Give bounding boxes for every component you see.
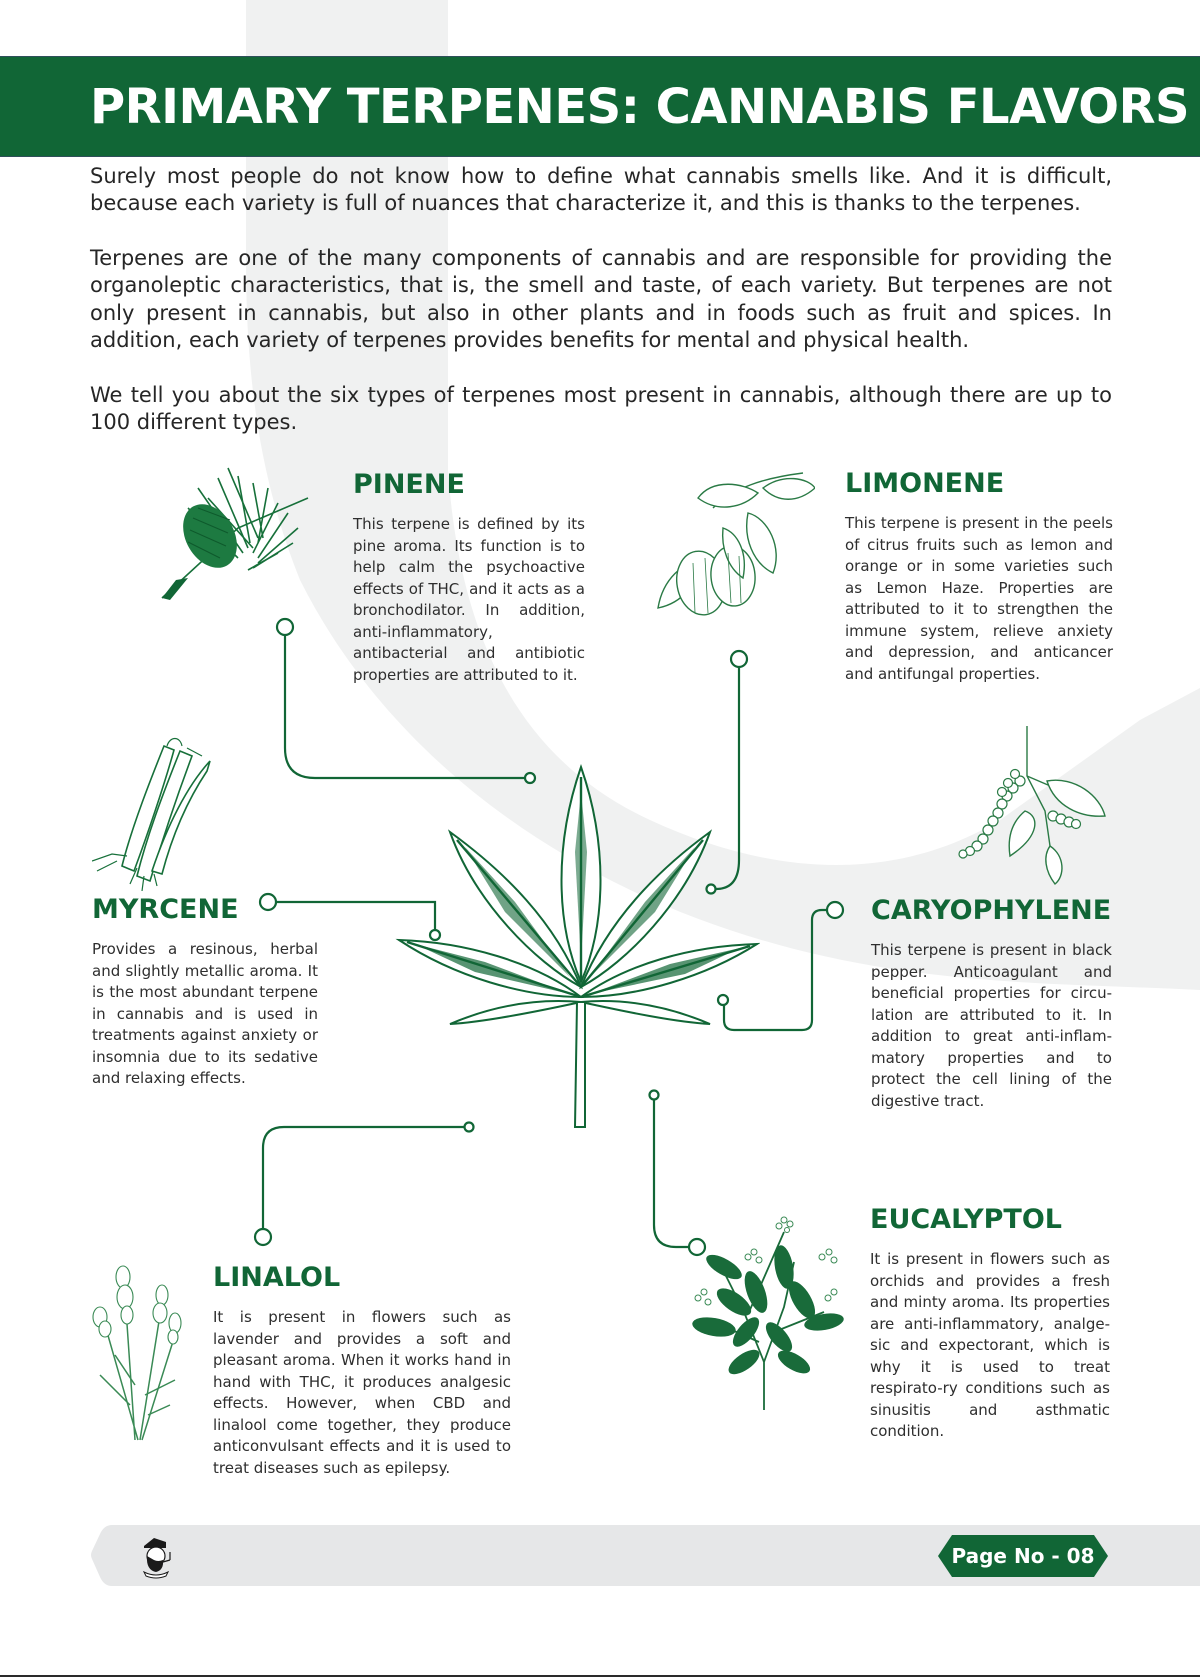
terpene-title: EUCALYPTOL bbox=[870, 1204, 1062, 1235]
lavender-icon bbox=[90, 1265, 185, 1445]
terpene-title: LIMONENE bbox=[845, 468, 1005, 499]
terpene-eucalyptol bbox=[870, 1203, 1110, 1443]
footer-band bbox=[90, 1525, 1200, 1586]
terpene-description: This terpene is defined by its pine aroma. Its function is to help calm the psychoactive effects of THC, and it acts as a bronchodilator. In addition, anti-inflammatory, antibacterial and antibiotic properties are attributed to it. bbox=[353, 515, 585, 684]
intro-text: We tell you about the six types of terpenes most present in cannabis, although there are up to 100 different types. bbox=[90, 383, 1112, 435]
pine-branch-icon bbox=[158, 458, 318, 604]
bearded-captain-logo bbox=[132, 1532, 180, 1580]
page-number: Page No - 08 bbox=[951, 1544, 1095, 1568]
page-number-badge bbox=[938, 1535, 1108, 1577]
cannabis-leaf-icon bbox=[395, 762, 760, 1130]
terpene-description: It is present in flowers such as orchids and provides a fresh and minty aroma. Its properties are anti-inflammatory, analge-sic and expectorant, which is why it is used to treat respirato-ry conditions such as sinusitis and asthmatic condition. bbox=[870, 1250, 1110, 1440]
terpene-description: Provides a resinous, herbal and slightly metallic aroma. It is the most abundant terpene in cannabis and is used in treatments against anxiety or insomnia due to its sedative and relaxing effects. bbox=[92, 940, 318, 1087]
terpene-linalol bbox=[213, 1261, 511, 1479]
title-banner bbox=[0, 56, 1200, 157]
eucalyptus-icon bbox=[684, 1212, 844, 1410]
terpene-limonene bbox=[845, 467, 1113, 685]
terpene-title: MYRCENE bbox=[92, 894, 239, 925]
intro-paragraph-2 bbox=[90, 245, 1112, 354]
terpene-caryophylene bbox=[871, 894, 1112, 1112]
terpene-myrcene bbox=[92, 893, 318, 1090]
terpene-title: LINALOL bbox=[213, 1262, 341, 1293]
black-pepper-icon bbox=[955, 726, 1110, 886]
intro-paragraph-3 bbox=[90, 382, 1112, 437]
intro-text: Surely most people do not know how to define what cannabis smells like. And it is difficult, because each variety is full of nuances that characterize it, and this is thanks to the terpenes. bbox=[90, 164, 1112, 216]
intro-paragraph-1 bbox=[90, 163, 1112, 218]
lemon-branch-icon bbox=[653, 468, 815, 623]
terpene-title: PINENE bbox=[353, 469, 465, 500]
terpene-description: This terpene is present in the peels of citrus fruits such as lemon and orange or in some varieties such as Lemon Haze. Properties are attributed to it to strengthen the immune system, relieve anxiety and depression, and anticancer and antifungal properties. bbox=[845, 514, 1113, 683]
terpene-description: It is present in flowers such as lavender and provides a soft and pleasant aroma. When it works hand in hand with THC, it produces analgesic effects. However, when CBD and linalool come together, they produce anticonvulsant effects and it is used to treat diseases such as epilepsy. bbox=[213, 1308, 511, 1477]
terpene-description: This terpene is present in black pepper. Anticoagulant and beneficial properties for circu-lation are attributed to it. In addition to great anti-inflam-matory properties and to protect the cell lining of the digestive tract. bbox=[871, 941, 1112, 1110]
terpene-title: CARYOPHYLENE bbox=[871, 895, 1112, 926]
intro-text: Terpenes are one of the many components of cannabis and are responsible for providing the organoleptic characteristics, that is, the smell and taste, of each variety. But terpenes are not only present in cannabis, but also in other plants and in foods such as fruit and spices. In addition, each variety of terpenes provides benefits for mental and physical health. bbox=[90, 246, 1112, 352]
page-title: PRIMARY TERPENES: CANNABIS FLAVORS bbox=[90, 79, 1190, 135]
terpene-pinene bbox=[353, 468, 585, 686]
lemongrass-icon bbox=[92, 736, 217, 891]
